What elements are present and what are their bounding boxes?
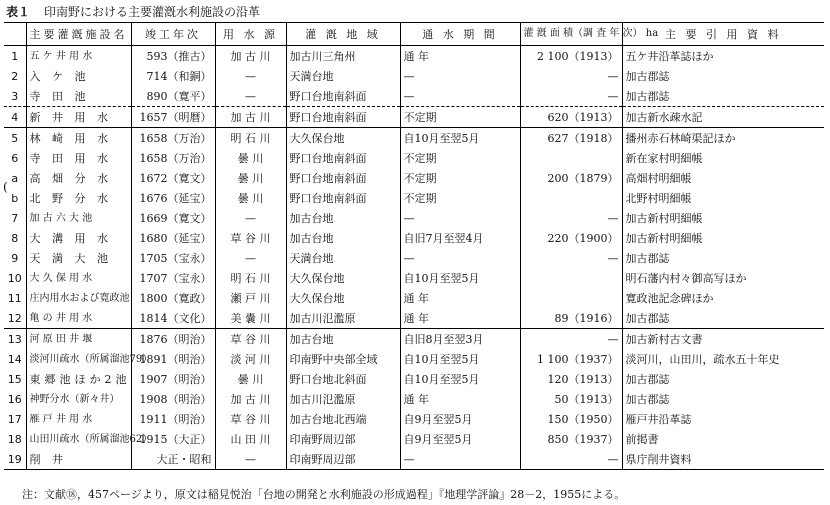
cell-name: 寺 田 用 水 <box>26 148 131 168</box>
cell-ref: 県庁削井資料 <box>622 449 824 470</box>
cell-no: b <box>11 191 19 205</box>
cell-ref: 加古新村明細帳 <box>622 228 824 248</box>
cell-region: 大久保台地 <box>286 288 400 308</box>
cell-area <box>520 148 622 168</box>
cell-year: 1915（大正） <box>131 429 215 449</box>
cell-name: 入 ケ 池 <box>26 66 131 86</box>
table-row <box>4 329 824 350</box>
cell-year: 1891（明治） <box>131 349 215 369</box>
cell-region: 野口台地南斜面 <box>286 188 400 208</box>
cell-ref: 加古新水疎水記 <box>622 107 824 128</box>
header-no <box>4 23 26 46</box>
cell-area: 850（1937） <box>520 429 622 449</box>
cell-area: 220（1900） <box>520 228 622 248</box>
cell-ref: 寛政池記念碑ほか <box>622 288 824 308</box>
cell-source: 草 谷 川 <box>215 329 286 350</box>
cell-period: 不定期 <box>400 188 520 208</box>
cell-period: 自9月至翌5月 <box>400 409 520 429</box>
cell-region: 大久保台地 <box>286 128 400 149</box>
cell-area: 120（1913） <box>520 369 622 389</box>
cell-year: 890（寛平） <box>131 86 215 107</box>
cell-name: 大 久 保 用 水 <box>26 268 131 288</box>
table-row <box>4 148 824 168</box>
cell-no: 15 <box>7 372 22 386</box>
table-row <box>4 128 824 149</box>
cell-source: 曇 川 <box>215 369 286 389</box>
cell-ref: 加古新村明細帳 <box>622 208 824 228</box>
cell-area: 1 100（1937） <box>520 349 622 369</box>
header-region: 灌 漑 地 域 <box>286 23 400 46</box>
cell-period: 不定期 <box>400 148 520 168</box>
cell-name: 庄内用水および寛政池 <box>26 288 131 308</box>
cell-area: 50（1913） <box>520 389 622 409</box>
cell-source: — <box>215 208 286 228</box>
cell-ref: 五ケ井沿革誌ほか <box>622 46 824 67</box>
cell-source: 曇 川 <box>215 188 286 208</box>
cell-name: 寺 田 池 <box>26 86 131 107</box>
cell-region: 野口台地南斜面 <box>286 148 400 168</box>
cell-name: 山田川疏水（所属溜池62） <box>26 429 131 449</box>
area-unit: ha <box>645 28 659 39</box>
cell-no: 10 <box>7 271 22 285</box>
cell-region: 天満台地 <box>286 66 400 86</box>
cell-name: 天 満 大 池 <box>26 248 131 268</box>
cell-source: 曇 川 <box>215 168 286 188</box>
cell-no: 5 <box>11 131 19 145</box>
cell-region: 加古川氾濫原 <box>286 389 400 409</box>
cell-period: 不定期 <box>400 107 520 128</box>
cell-period: — <box>400 66 520 86</box>
table-row <box>4 349 824 369</box>
cell-ref: 加古郡誌 <box>622 308 824 329</box>
cell-year: 1680（延宝） <box>131 228 215 248</box>
table-row <box>4 188 824 208</box>
table-title-text: 印南野における主要灌漑水利施設の沿革 <box>44 5 261 19</box>
cell-region: 加古台地 <box>286 329 400 350</box>
cell-period: — <box>400 208 520 228</box>
cell-name: 淡河川疏水（所属溜池79） <box>26 349 131 369</box>
cell-region: 天満台地 <box>286 248 400 268</box>
cell-year: 1911（明治） <box>131 409 215 429</box>
cell-period: — <box>400 248 520 268</box>
table-row <box>4 46 824 67</box>
cell-ref: 加古新村古文書 <box>622 329 824 350</box>
cell-year: 1908（明治） <box>131 389 215 409</box>
cell-year: 1800（寛政） <box>131 288 215 308</box>
cell-ref: 加古郡誌 <box>622 369 824 389</box>
cell-period: 自10月至翌5月 <box>400 128 520 149</box>
cell-area: 150（1950） <box>520 409 622 429</box>
cell-ref: 加古郡誌 <box>622 86 824 107</box>
header-area: 灌 漑 面 積（調 査 年 次） ha <box>520 23 622 46</box>
cell-area: 200（1879） <box>520 168 622 188</box>
cell-period: — <box>400 449 520 470</box>
cell-source: 明 石 川 <box>215 268 286 288</box>
cell-name: 高 畑 分 水 <box>26 168 131 188</box>
cell-area: 2 100（1913） <box>520 46 622 67</box>
cell-source: 美 嚢 川 <box>215 308 286 329</box>
cell-area: — <box>520 208 622 228</box>
cell-region: 加古川氾濫原 <box>286 308 400 329</box>
cell-region: 印南野周辺部 <box>286 429 400 449</box>
cell-name: 雁 戸 井 用 水 <box>26 409 131 429</box>
cell-name: 加 古 六 大 池 <box>26 208 131 228</box>
cell-source: — <box>215 86 286 107</box>
cell-source: 草 谷 川 <box>215 228 286 248</box>
cell-area: — <box>520 248 622 268</box>
cell-source: 明 石 川 <box>215 128 286 149</box>
cell-year: 1907（明治） <box>131 369 215 389</box>
cell-year: 1676（延宝） <box>131 188 215 208</box>
cell-source: 淡 河 川 <box>215 349 286 369</box>
cell-region: 野口台地北斜面 <box>286 369 400 389</box>
table-row <box>4 429 824 449</box>
header-period: 通 水 期 間 <box>400 23 520 46</box>
cell-ref: 加古郡誌 <box>622 389 824 409</box>
cell-source: 加 古 川 <box>215 389 286 409</box>
cell-no: 1 <box>11 49 19 63</box>
cell-no: 6 <box>11 151 19 165</box>
cell-name: 神野分水（新々井） <box>26 389 131 409</box>
cell-source: 草 谷 川 <box>215 409 286 429</box>
cell-region: 加古台地北西端 <box>286 409 400 429</box>
cell-ref: 明石藩内村々御高写ほか <box>622 268 824 288</box>
table-body <box>4 46 824 470</box>
cell-no: 4 <box>4 107 26 128</box>
header-ref: 主 要 引 用 資 料 <box>622 23 824 46</box>
table-row <box>4 389 824 409</box>
table-row <box>4 228 824 248</box>
cell-name: 河 原 田 井 堰 <box>26 329 131 350</box>
cell-name: 亀 の 井 用 水 <box>26 308 131 329</box>
cell-region: 野口台地南斜面 <box>286 168 400 188</box>
cell-period: 自10月至翌5月 <box>400 349 520 369</box>
cell-period: 自9月至翌5月 <box>400 429 520 449</box>
cell-year: 1814（文化） <box>131 308 215 329</box>
cell-region: 野口台地南斜面 <box>286 86 400 107</box>
cell-name: 削 井 <box>26 449 131 470</box>
cell-source: 加 古 川 <box>215 107 286 128</box>
cell-no: 16 <box>7 392 22 406</box>
cell-ref: 新在家村明細帳 <box>622 148 824 168</box>
table-label: 表１ <box>6 5 31 19</box>
cell-period: 自旧7月至翌4月 <box>400 228 520 248</box>
table-row <box>4 288 824 308</box>
cell-year: 1707（宝永） <box>131 268 215 288</box>
cell-area: — <box>520 66 622 86</box>
cell-source: — <box>215 66 286 86</box>
cell-period: 自旧8月至翌3月 <box>400 329 520 350</box>
cell-region: 大久保台地 <box>286 268 400 288</box>
cell-source: — <box>215 248 286 268</box>
header-source: 用 水 源 <box>215 23 286 46</box>
cell-year: 593（推古） <box>131 46 215 67</box>
table-row <box>4 86 824 107</box>
table-row <box>4 66 824 86</box>
cell-name: 新 井 用 水 <box>26 107 131 128</box>
cell-no: 7 <box>11 211 19 225</box>
group-bracket: ( <box>3 180 8 194</box>
cell-area <box>520 288 622 308</box>
cell-region: 野口台地南斜面 <box>286 107 400 128</box>
cell-period: 通 年 <box>400 389 520 409</box>
cell-area: — <box>520 329 622 350</box>
header-name: 主要灌漑施設名 <box>26 23 131 46</box>
cell-area <box>520 268 622 288</box>
cell-period: 自10月至翌5月 <box>400 369 520 389</box>
table-row <box>4 248 824 268</box>
cell-area: — <box>520 86 622 107</box>
cell-name: 林 崎 用 水 <box>26 128 131 149</box>
cell-year: 1657（明暦） <box>131 107 215 128</box>
cell-name: 大 溝 用 水 <box>26 228 131 248</box>
cell-source: 曇 川 <box>215 148 286 168</box>
cell-ref: 加古郡誌 <box>622 66 824 86</box>
cell-name: 五 ケ 井 用 水 <box>26 46 131 67</box>
table-row <box>4 107 824 128</box>
cell-region: 印南野中央部全域 <box>286 349 400 369</box>
cell-area <box>520 188 622 208</box>
cell-no: 3 <box>4 86 26 107</box>
table-row <box>4 449 824 470</box>
cell-ref: 淡河川，山田川，疏水五十年史 <box>622 349 824 369</box>
table-row <box>4 409 824 429</box>
footnote: 注：文献⑱，457ページより，原文は稲見悦治「台地の開発と水利施設の形成過程」『地理学評論』28－2，1955による。 <box>22 488 626 501</box>
cell-area: 89（1916） <box>520 308 622 329</box>
cell-no: 2 <box>11 69 19 83</box>
table-header-row <box>4 23 824 46</box>
cell-year: 1672（寛文） <box>131 168 215 188</box>
table-title <box>6 3 260 20</box>
cell-ref: 播州赤石林崎渠記ほか <box>622 128 824 149</box>
cell-name: 東郷池ほか2池 <box>26 369 131 389</box>
table-row <box>4 308 824 329</box>
cell-name: 北 野 分 水 <box>26 188 131 208</box>
cell-no: 12 <box>4 308 26 329</box>
cell-year: 1658（万治） <box>131 128 215 149</box>
cell-ref: 前掲書 <box>622 429 824 449</box>
cell-region: 印南野周辺部 <box>286 449 400 470</box>
header-year: 竣工年次 <box>131 23 215 46</box>
cell-no: 18 <box>7 432 22 446</box>
table-row <box>4 208 824 228</box>
table-row <box>4 369 824 389</box>
cell-source: — <box>215 449 286 470</box>
cell-period: 不定期 <box>400 168 520 188</box>
cell-ref: 雁戸井沿革誌 <box>622 409 824 429</box>
table-row <box>4 168 824 188</box>
cell-area: 627（1918） <box>520 128 622 149</box>
table-row <box>4 268 824 288</box>
cell-ref: 北野村明細帳 <box>622 188 824 208</box>
cell-ref: 加古郡誌 <box>622 248 824 268</box>
cell-period: 自10月至翌5月 <box>400 268 520 288</box>
cell-ref: 高畑村明細帳 <box>622 168 824 188</box>
cell-no: a <box>11 171 19 185</box>
cell-year: 1705（宝永） <box>131 248 215 268</box>
cell-area: — <box>520 449 622 470</box>
cell-period: — <box>400 86 520 107</box>
cell-no: 11 <box>7 291 22 305</box>
cell-no: 17 <box>7 412 22 426</box>
cell-no: 13 <box>7 332 22 346</box>
cell-no: 14 <box>7 352 22 366</box>
cell-year: 1669（寛文） <box>131 208 215 228</box>
cell-year: 1658（万治） <box>131 148 215 168</box>
cell-no: 9 <box>11 251 19 265</box>
cell-no: 19 <box>4 449 26 470</box>
cell-source: 瀬 戸 川 <box>215 288 286 308</box>
cell-no: 8 <box>11 231 19 245</box>
cell-area: 620（1913） <box>520 107 622 128</box>
cell-year: 1876（明治） <box>131 329 215 350</box>
irrigation-table <box>4 22 824 470</box>
cell-period: 通 年 <box>400 308 520 329</box>
cell-region: 加古川三角州 <box>286 46 400 67</box>
cell-period: 通 年 <box>400 46 520 67</box>
cell-region: 加古台地 <box>286 208 400 228</box>
cell-source: 山 田 川 <box>215 429 286 449</box>
cell-year: 714（和銅） <box>131 66 215 86</box>
cell-period: 通 年 <box>400 288 520 308</box>
cell-region: 加古台地 <box>286 228 400 248</box>
cell-source: 加 古 川 <box>215 46 286 67</box>
cell-year: 大正・昭和 <box>131 449 215 470</box>
